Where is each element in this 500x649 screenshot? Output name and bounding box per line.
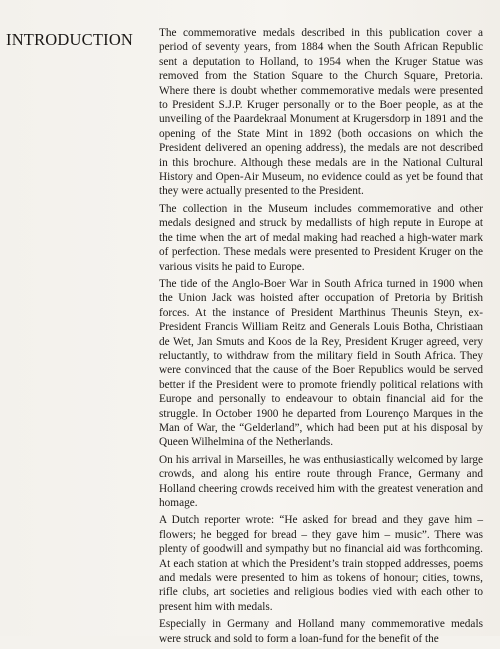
paragraph-4: On his arrival in Marseilles, he was enthusiastically welcomed by large crowds, and along his entire route through France, Germany and Holland cheering crowds received him with the greatest veneration and homage. bbox=[159, 453, 483, 509]
paragraph-5: A Dutch reporter wrote: “He asked for bread and they gave him – flowers; he begged for bread – they gave him – music”. There was plenty of goodwill and sympathy but no financial aid was forthcoming. At each station at which the President’s train stopped addresses, poems and medals were presented to him as tokens of honour; cities, towns, rifle clubs, art societies and religious bodies vied with each other to present him with medals. bbox=[159, 514, 483, 613]
paragraph-6: Especially in Germany and Holland many commemorative medals were struck and sold to form a loan-fund for the benefit of the bbox=[159, 618, 483, 645]
paragraph-1: The commemorative medals described in this publication cover a period of seventy years, from 1884 when the South African Republic sent a deputation to Holland, to 1954 when the Kruger Statue was removed from the Station Square to the Church Square, Pretoria. Where there is doubt whether commemorative medals were presented to President S.J.P. Kruger personally or to the Boer people, as at the unveiling of the Paardekraal Monument at Krugersdorp in 1891 and the opening of the State Mint in 1892 (both occasions on which the President delivered an opening address), the medals are not described in this brochure. Although these medals are in the National Cultural History and Open-Air Museum, no evidence could as yet be found that they were actually presented to the President. bbox=[159, 27, 483, 198]
section-title: INTRODUCTION bbox=[6, 30, 134, 49]
paragraph-3: The tide of the Anglo-Boer War in South Africa turned in 1900 when the Union Jack was hoisted after occupation of Pretoria by British forces. At the instance of President Marthinus Theunis Steyn, ex-President Francis William Reitz and Generals Louis Botha, Christiaan de Wet, Jan Smuts and Koos de la Rey, President Kruger agreed, very reluctantly, to withdraw from the military field in South Africa. They were convinced that the cause of the Boer Republics would be served better if the President were to promote friendly political relations with Europe and personally to endeavour to obtain financial aid for the struggle. In October 1900 he departed from Lourenço Marques in the Man of War, the “Gelderland”, which had been put at his disposal by Queen Wilhelmina of the Netherlands. bbox=[159, 277, 483, 449]
paragraph-2: The collection in the Museum includes commemorative and other medals designed and struck by medallists of high repute in Europe at the time when the art of medal making had reached a high-water mark of perfection. These medals were presented to President Kruger on the various visits he paid to Europe. bbox=[159, 202, 483, 273]
body-text bbox=[159, 26, 483, 649]
